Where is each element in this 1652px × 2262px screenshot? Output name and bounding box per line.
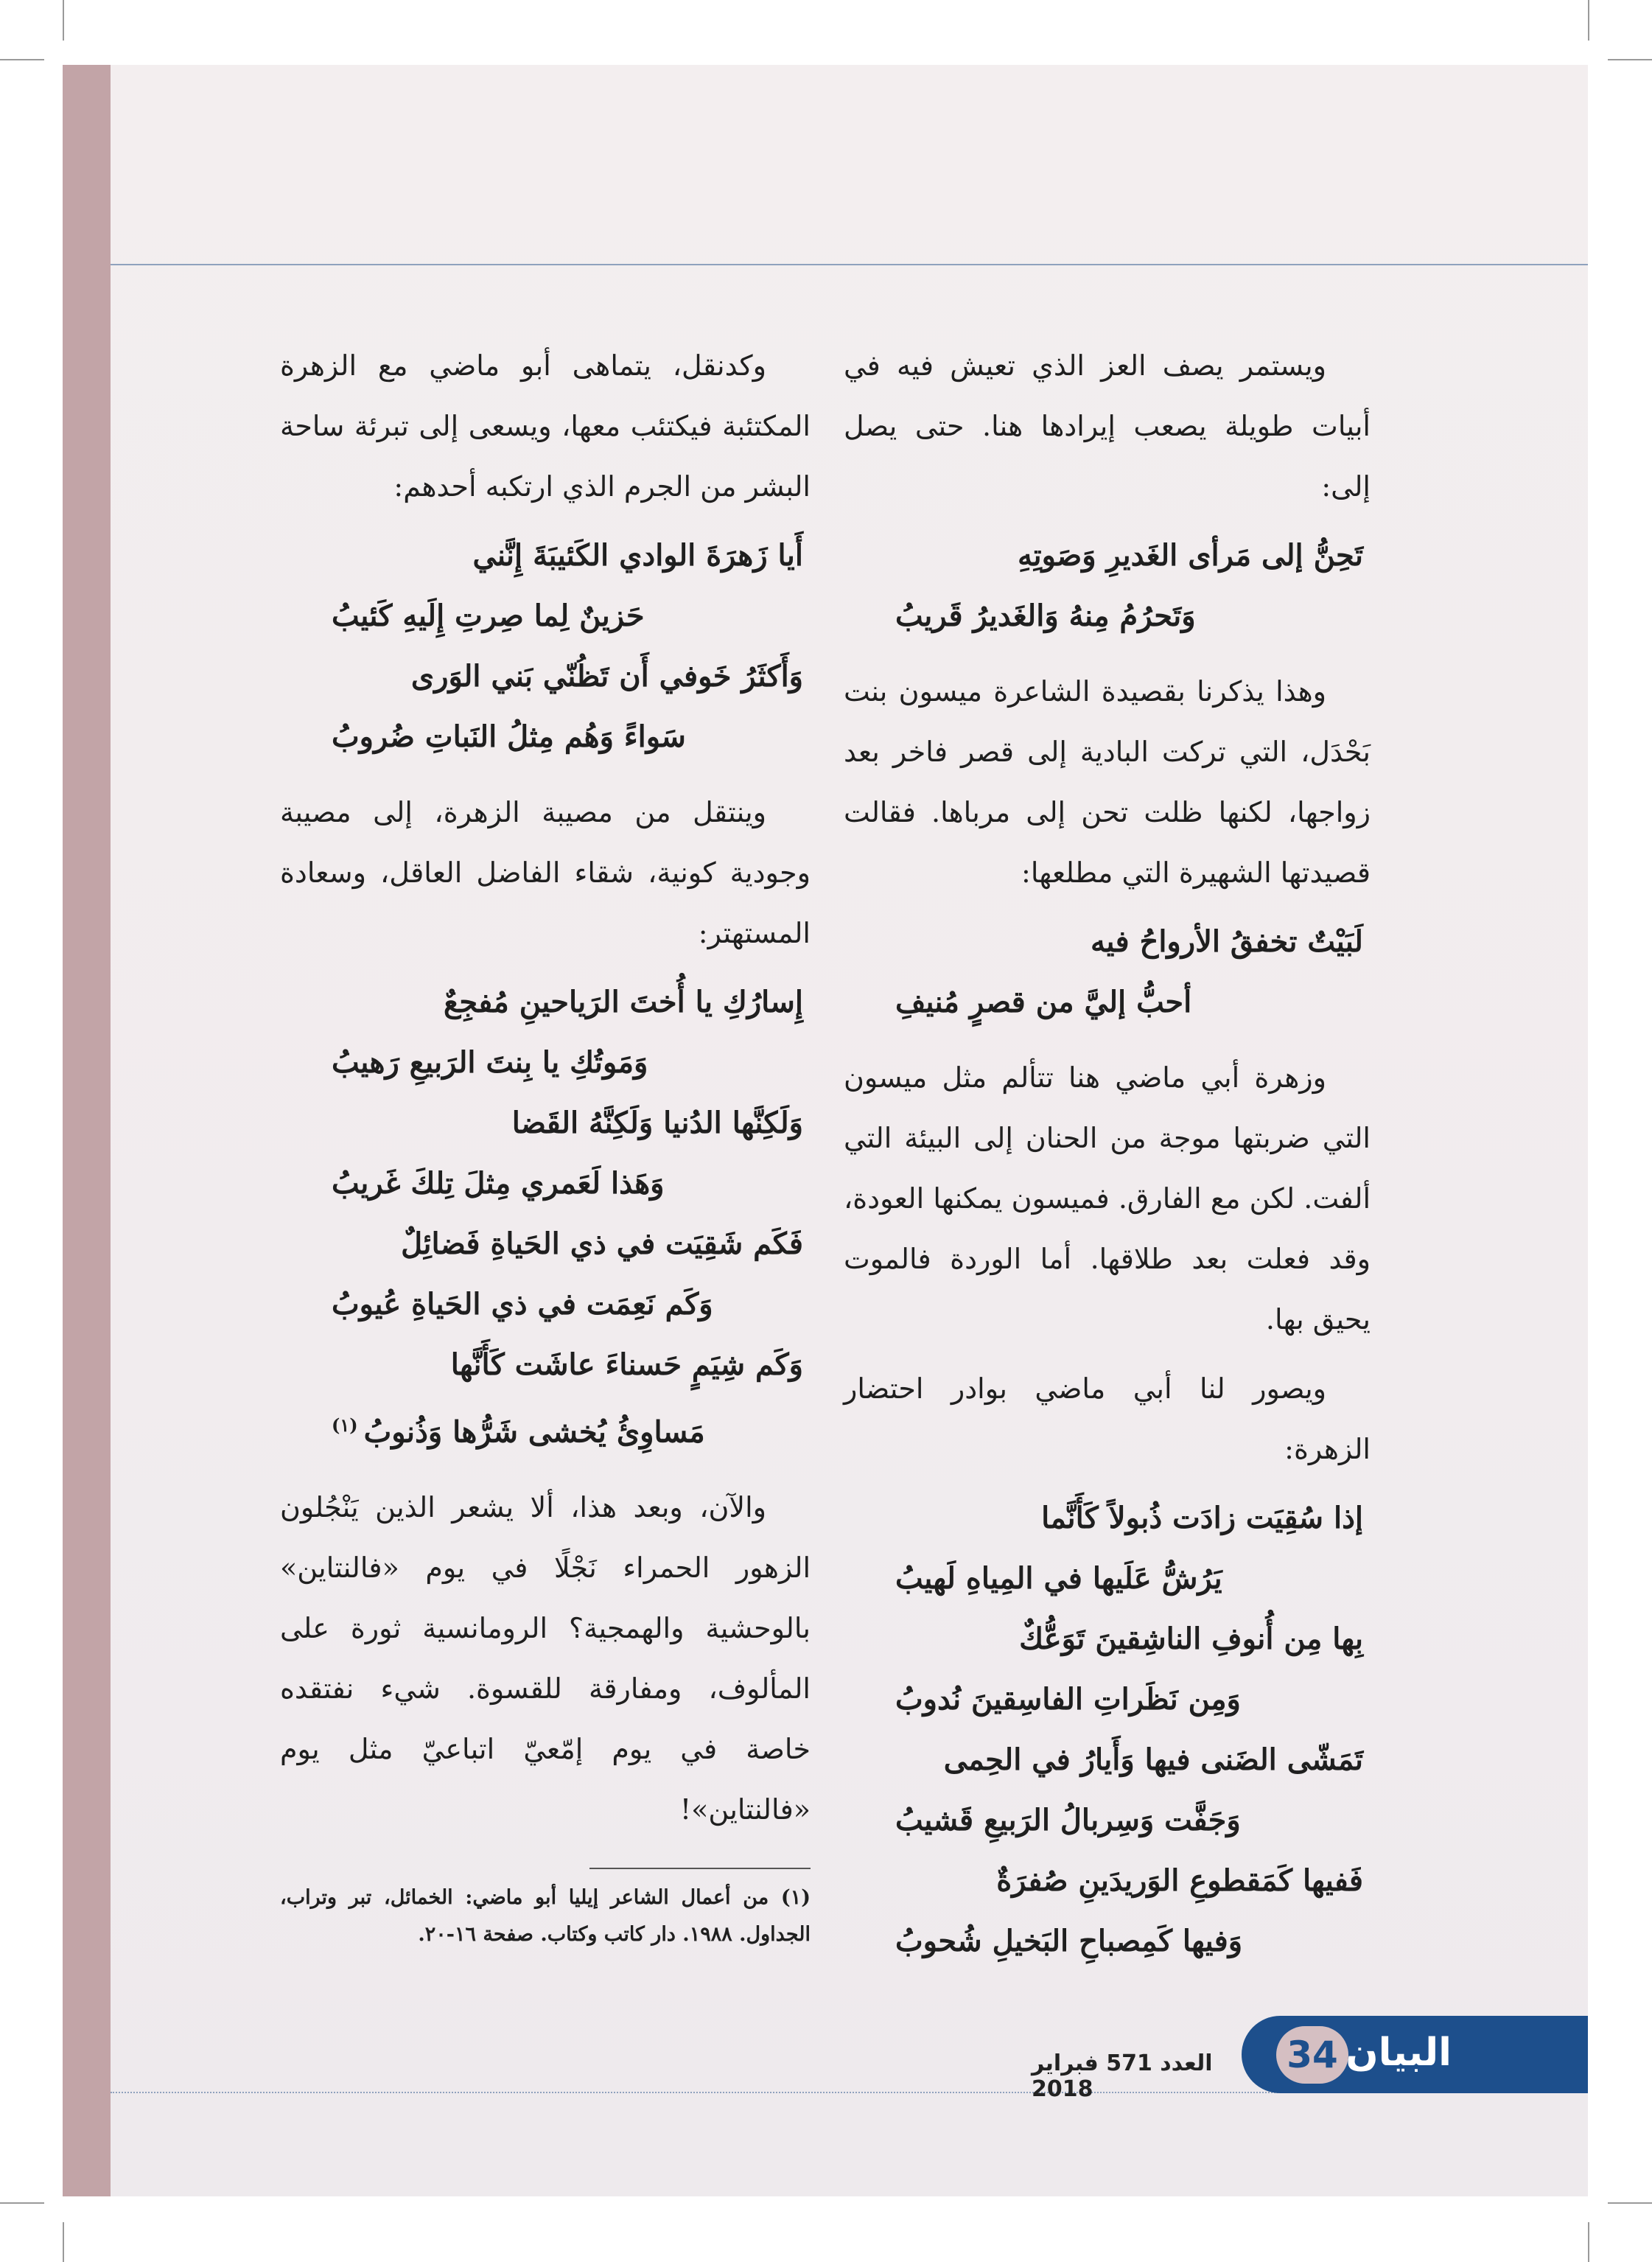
paragraph: وزهرة أبي ماضي هنا تتألم مثل ميسون التي ضربتها موجة من الحنان إلى البيئة التي ألفت. لكن مع الفارق. فميسون يمكنها العودة، وقد فعلت بعد طلاقها. أما الوردة فالموت يحيق بها. bbox=[844, 1061, 1371, 1336]
footnote-marker[interactable]: (١) bbox=[332, 1414, 358, 1436]
right-column bbox=[844, 335, 1371, 1986]
verse-hemistich: فَكَم شَقِيَت في ذي الحَياةِ فَضائِلٌ bbox=[401, 1226, 803, 1261]
verse-hemistich: وَكَم شِيَمٍ حَسناءَ عاشَت كَأَنَّها bbox=[450, 1347, 803, 1382]
header-rule bbox=[111, 264, 1588, 265]
crop-mark bbox=[0, 59, 44, 60]
verse-hemistich: تَمَشّى الضَنى فيها وَأَيارُ في الحِمى bbox=[943, 1742, 1363, 1777]
verse-stanza bbox=[280, 526, 811, 767]
crop-mark bbox=[1608, 2202, 1652, 2204]
verse-hemistich: وَكَم نَعِمَت في ذي الحَياةِ عُيوبُ bbox=[332, 1287, 713, 1322]
verse-hemistich: سَواءً وَهُم مِثلُ النَباتِ ضُروبُ bbox=[332, 719, 686, 754]
footnote: (١) من أعمال الشاعر إيليا أبو ماضي: الخمائل، تبر وتراب، الجداول. ١٩٨٨. دار كاتب وكتاب. صفحة ١٦-٢٠. bbox=[280, 1886, 811, 1947]
crop-mark bbox=[63, 2222, 64, 2262]
crop-mark bbox=[63, 0, 64, 41]
verse-hemistich: وَمِن نَظَراتِ الفاسِقينَ نُدوبُ bbox=[895, 1682, 1241, 1717]
verse-hemistich: وَلَكِنَّها الدُنيا وَلَكِنَّهُ القَضا bbox=[511, 1106, 803, 1140]
page-number: 34 bbox=[1276, 2026, 1348, 2084]
verse-stanza bbox=[280, 972, 811, 1462]
crop-mark bbox=[1588, 2222, 1589, 2262]
crop-mark bbox=[1588, 0, 1589, 41]
paragraph: وكدنقل، يتماهى أبو ماضي مع الزهرة المكتئبة فيكتئب معها، ويسعى إلى تبرئة ساحة البشر من الجرم الذي ارتكبه أحدهم: bbox=[280, 349, 811, 503]
paragraph: وهذا يذكرنا بقصيدة الشاعرة ميسون بنت بَحْدَل، التي تركت البادية إلى قصر فاخر بعد زواجها، لكنها ظلت تحن إلى مرباها. فقالت قصيدتها الشهيرة التي مطلعها: bbox=[844, 675, 1371, 889]
verse-hemistich: وَهَذا لَعَمري مِثلَ تِلكَ غَريبُ bbox=[332, 1166, 665, 1201]
issue-info: العدد 571 فبراير 2018 bbox=[1032, 2050, 1213, 2102]
verse-hemistich: وَتَحرُمُ مِنهُ وَالغَديرُ قَريبُ bbox=[895, 598, 1196, 633]
paragraph: ويستمر يصف العز الذي تعيش فيه في أبيات طويلة يصعب إيرادها هنا. حتى يصل إلى: bbox=[844, 349, 1371, 503]
verse-hemistich: تَحِنُّ إلى مَرأى الغَديرِ وَصَوتِهِ bbox=[1018, 538, 1363, 573]
verse-hemistich: حَزينٌ لِما صِرتِ إِلَيهِ كَئيبُ bbox=[332, 598, 645, 633]
verse-hemistich: يَرُشُّ عَلَيها في المِياهِ لَهيبُ bbox=[895, 1561, 1222, 1596]
verse-hemistich: لَبَيْتٌ تخفقُ الأرواحُ فيه bbox=[1090, 924, 1363, 959]
verse-hemistich: إذا سُقِيَت زادَت ذُبولاً كَأَنَّما bbox=[1041, 1501, 1363, 1535]
paragraph: ويصور لنا أبي ماضي بوادر احتضار الزهرة: bbox=[844, 1372, 1371, 1465]
verse-hemistich: وَمَوتُكِ يا بِنتَ الرَبيعِ رَهيبُ bbox=[332, 1045, 648, 1080]
verse-hemistich: بِها مِن أُنوفِ الناشِقينَ تَوَعُّكٌ bbox=[1019, 1622, 1363, 1656]
crop-mark bbox=[0, 2202, 44, 2204]
magazine-logo: البيان bbox=[1345, 2031, 1452, 2075]
verse-text: مَساوِئُ يُخشى شَرُّها وَذُنوبُ bbox=[363, 1414, 705, 1450]
paragraph: وينتقل من مصيبة الزهرة، إلى مصيبة وجودية كونية، شقاء الفاضل العاقل، وسعادة المستهتر: bbox=[280, 796, 811, 949]
crop-mark bbox=[1608, 59, 1652, 60]
paragraph: والآن، وبعد هذا، ألا يشعر الذين يَنْجُلون الزهور الحمراء نَجْلًا في يوم «فالنتاين» بالوحشية والهمجية؟ الرومانسية ثورة على المألوف، ومفارقة للقسوة. شيء نفتقده خاصة في يوم إمّعيّ اتباعيّ مثل يوم «فالنتاين»! bbox=[280, 1491, 811, 1826]
verse-hemistich: وَجَفَّت وَسِربالُ الرَبيعِ قَشيبُ bbox=[895, 1803, 1241, 1837]
left-column bbox=[280, 335, 811, 1953]
verse-hemistich: وَأَكثَرُ خَوفي أَن تَظُنّي بَني الوَرى bbox=[410, 659, 803, 694]
verse-hemistich: إِسارُكِ يا أُختَ الرَياحينِ مُفجِعٌ bbox=[444, 985, 803, 1019]
verse-stanza bbox=[844, 526, 1371, 646]
verse-stanza bbox=[844, 912, 1371, 1033]
side-color-bar bbox=[63, 65, 111, 2196]
verse-stanza bbox=[844, 1488, 1371, 1972]
verse-hemistich: فَفيها كَمَقطوعِ الوَريدَينِ صُفرَةٌ bbox=[996, 1863, 1363, 1898]
verse-hemistich: أحبُّ إليَّ من قصرٍ مُنيفِ bbox=[895, 985, 1192, 1019]
verse-hemistich: أَيا زَهرَةَ الوادي الكَئيبَةَ إِنَّني bbox=[472, 538, 803, 573]
verse-hemistich: وَفيها كَمِصباحِ البَخيلِ شُحوبُ bbox=[895, 1924, 1243, 1958]
footnote-rule bbox=[589, 1868, 811, 1869]
verse-hemistich bbox=[280, 1395, 811, 1462]
